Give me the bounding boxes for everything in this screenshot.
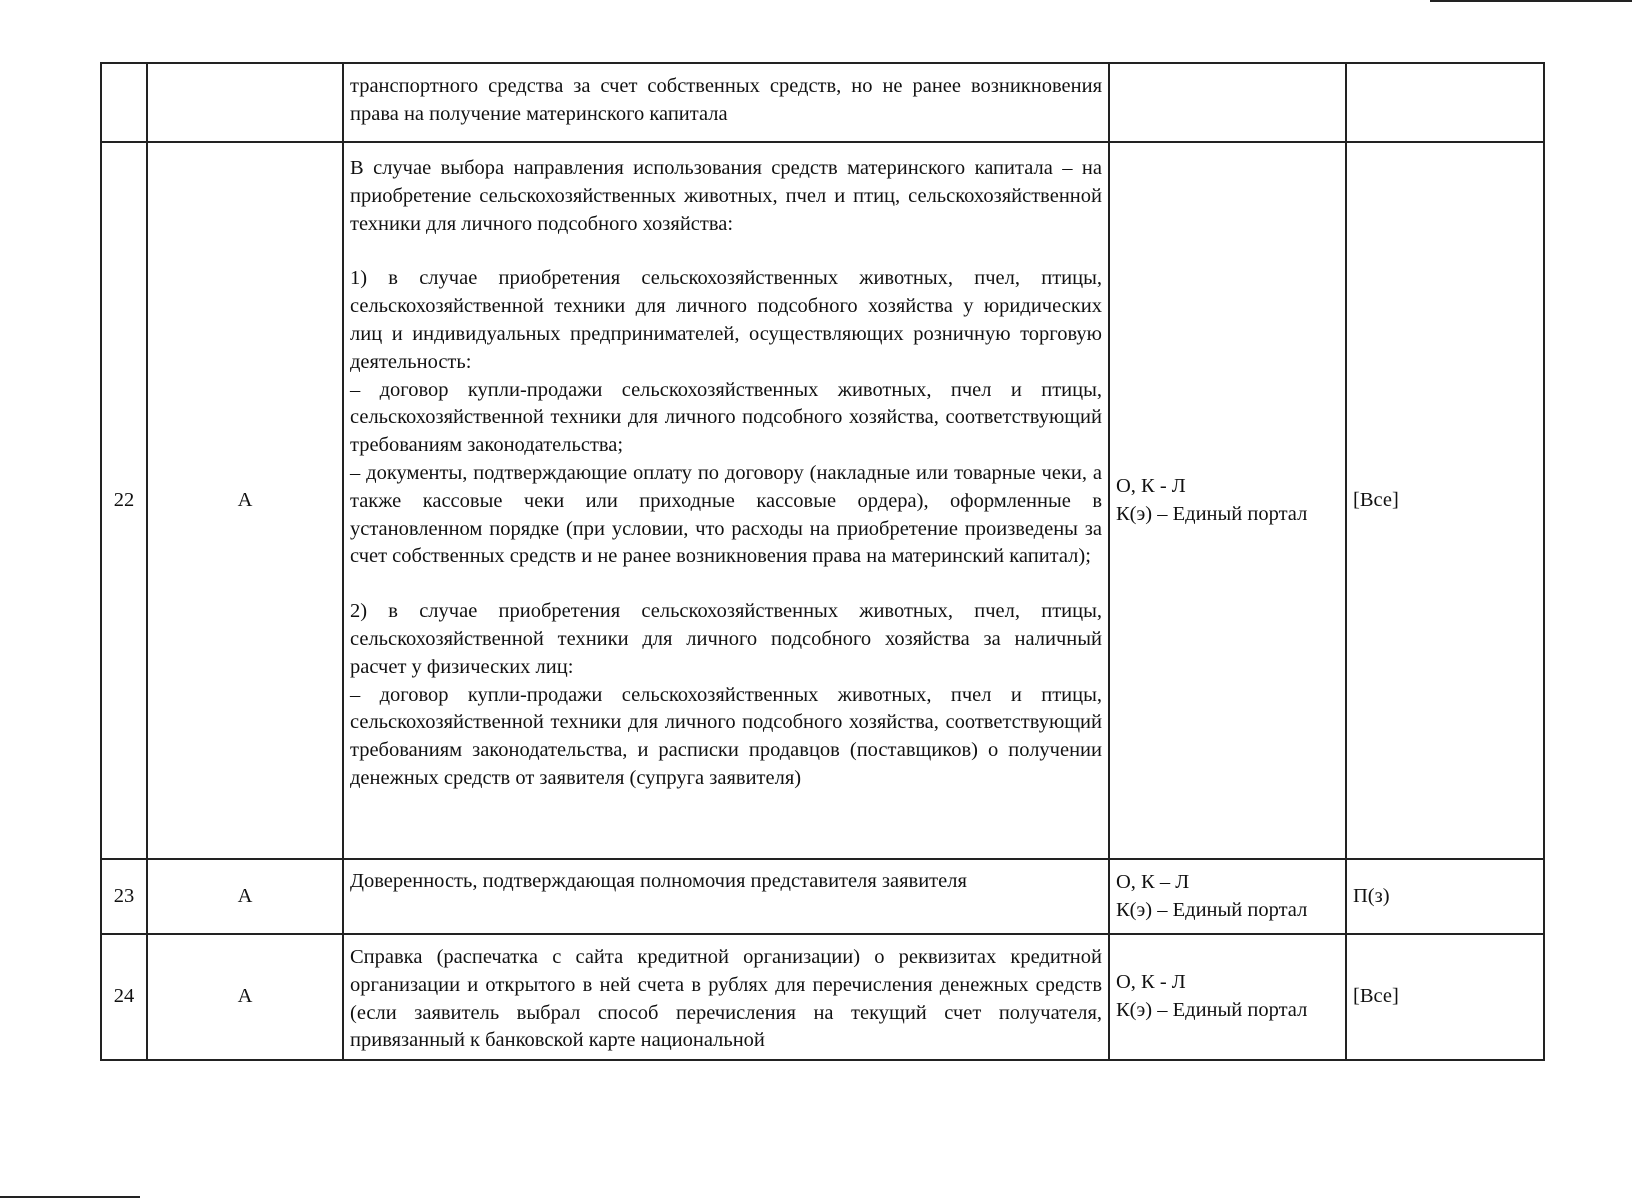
description-paragraph [350, 265, 1102, 571]
description-paragraph: В случае выбора направления использования средств материнского капитала – на приобретение сельскохозяйственных животных, пчел и птиц, сельскохозяйственной техники для личного подсобного хозяйства: [350, 157, 1102, 235]
form-line: О, К – Л [1116, 870, 1190, 893]
form-line: К(э) – Единый портал [1116, 502, 1308, 525]
scan-edge-bottom [0, 1196, 140, 1198]
row-applicant-type: [Все] [1346, 142, 1544, 859]
table-row [101, 934, 1544, 1060]
row-applicant-type [1346, 63, 1544, 142]
description-paragraph: Справка (распечатка с сайта кредитной организации) о реквизитах кредитной организации и открытого в ней счета в рублях для перечисления денежных средств (если заявитель выбрал способ перечисления на текущий счет получателя, привязанный к банковской карте национальной [350, 946, 1102, 1052]
description-text: – договор купли-продажи сельскохозяйственных животных, пчел и птицы, сельскохозяйственной техники для личного подсобного хозяйства, соответствующий требованиям законодательства; [350, 378, 1102, 457]
row-category [147, 63, 343, 142]
description-text: 1) в случае приобретения сельскохозяйственных животных, пчел, птицы, сельскохозяйственной техники для личного подсобного хозяйства у юридических лиц и индивидуальных предпринимателей, осуществляющих розничную торговую деятельность: [350, 267, 1102, 373]
form-line: О, К - Л [1116, 474, 1186, 497]
description-paragraph: транспортного средства за счет собственных средств, но не ранее возникновения права на получение материнского капитала [350, 75, 1102, 125]
description-paragraph [350, 598, 1102, 793]
description-paragraph: Доверенность, подтверждающая полномочия представителя заявителя [350, 870, 967, 892]
form-line: К(э) – Единый портал [1116, 999, 1308, 1021]
row-category: А [147, 142, 343, 859]
description-text: – документы, подтверждающие оплату по договору (накладные или товарные чеки, а также кассовые чеки или приходные кассовые ордера), оформленные в установленном порядке (при условии, что расходы на приобретение произведены за счет собственных средств и не ранее возникновения права на материнский капитал); [350, 461, 1102, 568]
row-submission-form [1109, 859, 1346, 934]
row-applicant-type: П(з) [1346, 859, 1544, 934]
row-number [101, 63, 147, 142]
row-number: 22 [101, 142, 147, 859]
table-row [101, 142, 1544, 859]
row-applicant-type: [Все] [1346, 934, 1544, 1060]
row-submission-form [1109, 934, 1346, 1060]
row-description [343, 859, 1109, 934]
description-text: 2) в случае приобретения сельскохозяйственных животных, пчел, птицы, сельскохозяйственной техники для личного подсобного хозяйства за наличный расчет у физических лиц: [350, 600, 1102, 678]
table-row [101, 63, 1544, 142]
table-row [101, 859, 1544, 934]
row-description [343, 63, 1109, 142]
row-submission-form [1109, 142, 1346, 859]
row-number: 23 [101, 859, 147, 934]
row-description [343, 142, 1109, 859]
row-category: А [147, 934, 343, 1060]
scan-edge-top [1430, 0, 1632, 2]
row-category: А [147, 859, 343, 934]
form-line: К(э) – Единый портал [1116, 898, 1308, 921]
form-line: О, К - Л [1116, 971, 1186, 994]
description-text: – договор купли-продажи сельскохозяйственных животных, пчел и птицы, сельскохозяйственной техники для личного подсобного хозяйства, соответствующий требованиям законодательства, и расписки продавцов (поставщиков) о получении денежных средств от заявителя (супруга заявителя) [350, 683, 1102, 789]
row-submission-form [1109, 63, 1346, 142]
row-description [343, 934, 1109, 1060]
documents-table [100, 62, 1545, 1061]
row-number: 24 [101, 934, 147, 1060]
